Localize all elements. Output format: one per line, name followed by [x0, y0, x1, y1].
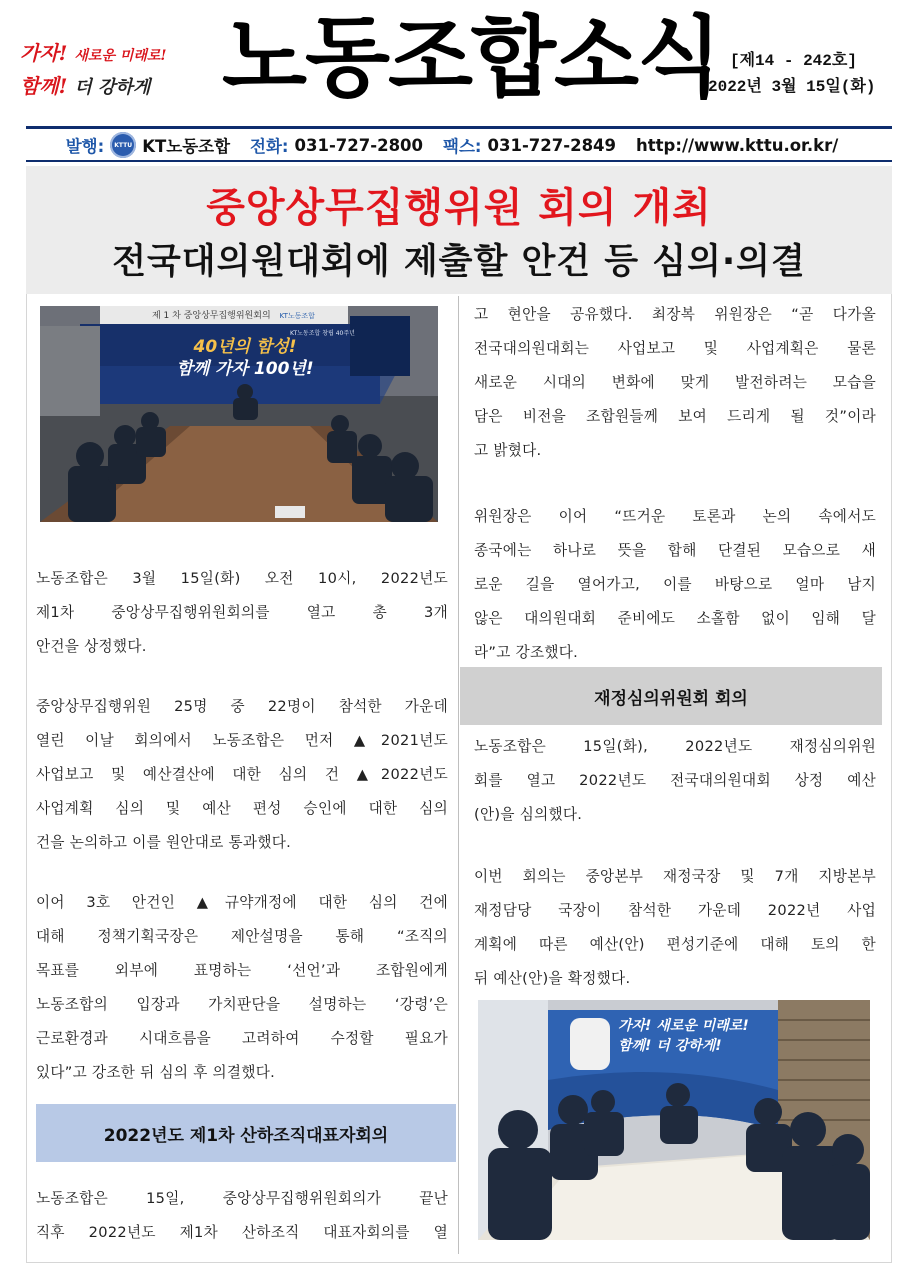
photo1-banner-text: 제 1 차 중앙상무집행위원회의 — [152, 311, 271, 321]
right-paragraph-2 — [474, 500, 876, 670]
slogan-stronger: 더 강하게 — [74, 77, 151, 98]
photo1-corner: KT노동조합 창립 40주년 — [290, 330, 355, 337]
photo1-slogan-a: 40년의 함성! — [193, 337, 297, 357]
text-line: 위원장은 이어 “뜨거운 토론과 논의 속에서도 — [474, 508, 876, 525]
text-line: 않은 대의원대회 준비에도 소홀함 없이 임해 달 — [474, 610, 876, 627]
issue-number: [제14 - 242호] — [730, 52, 857, 70]
text-line: 열린 이날 회의에서 노동조합은 먼저 ▲2021년도 — [36, 732, 448, 749]
right-paragraph-1 — [474, 298, 876, 468]
masthead-slogan — [20, 38, 220, 103]
text-line: 회를 열고 2022년도 전국대의원대회 상정 예산 — [474, 772, 876, 789]
photo2-slogan — [618, 1016, 778, 1056]
photo1-banner — [152, 308, 342, 321]
text-line: 안건을 상정했다. — [36, 638, 147, 655]
fax-number: 031-727-2849 — [487, 135, 617, 155]
photo2-slogan-a: 가자! 새로운 미래로! — [618, 1018, 749, 1034]
text-line: 종국에는 하나로 뜻을 합해 단결된 모습으로 새 — [474, 542, 876, 559]
masthead-rule-top — [26, 126, 892, 129]
column-divider — [458, 296, 459, 1254]
publisher-label: 발행: — [65, 137, 105, 156]
logo-text: KTTU — [114, 141, 133, 149]
section-header-branch-reps: 2022년도 제1차 산하조직대표자회의 — [36, 1104, 456, 1162]
headline-box — [26, 166, 892, 294]
text-line: 담은 비전을 조합원들께 보여 드리게 될 것”이라 — [474, 408, 876, 425]
text-line: 새로운 시대의 변화에 맞게 발전하려는 모습을 — [474, 374, 876, 391]
text-line: 뒤 예산(안)을 확정했다. — [474, 970, 631, 987]
text-line: 로운 길을 열어가고, 이를 바탕으로 얼마 남지 — [474, 576, 876, 593]
photo2-slogan-b: 함께! 더 강하게! — [618, 1038, 722, 1054]
text-line: 계획에 따른 예산(안) 편성기준에 대해 토의 한 — [474, 936, 876, 953]
photo1-banner-org: KT노동조합 — [279, 312, 315, 320]
publisher-org: KT노동조합 — [142, 137, 231, 156]
fax-label: 팩스: — [443, 137, 482, 156]
text-line: 직후 2022년도 제1차 산하조직 대표자회의를 열 — [36, 1224, 448, 1241]
slogan-together: 함께! — [20, 74, 68, 98]
masthead-rule-bottom — [26, 160, 892, 162]
issue-date: 2022년 3월 15일(화) — [708, 78, 876, 96]
text-line: 라”고 강조했다. — [474, 644, 579, 661]
text-line: 이어 3호 안건인 ▲규약개정에 대한 심의 건에 — [36, 894, 448, 911]
left-paragraph-1 — [36, 562, 448, 664]
text-line: 사업계획 심의 및 예산 편성 승인에 대한 심의 — [36, 800, 448, 817]
text-line: 중앙상무집행위원 25명 중 22명이 참석한 가운데 — [36, 698, 448, 715]
meeting-photo-2 — [478, 1000, 870, 1240]
text-line: 건을 논의하고 이를 원안대로 통과했다. — [36, 834, 292, 851]
text-line: 제1차 중앙상무집행위원회의를 열고 총 3개 — [36, 604, 448, 621]
text-line: 사업보고 및 예산결산에 대한 심의 건 ▲2022년도 — [36, 766, 448, 783]
newsletter-title: 노동조합소식 — [222, 6, 721, 109]
text-line: 노동조합의 입장과 가치판단을 설명하는 ‘강령’은 — [36, 996, 448, 1013]
text-line: 노동조합은 15일, 중앙상무집행위원회의가 끝난 — [36, 1190, 448, 1207]
right-paragraph-4 — [474, 860, 876, 996]
text-line: 있다”고 강조한 뒤 심의 후 의결했다. — [36, 1064, 276, 1081]
phone-label: 전화: — [250, 137, 289, 156]
phone-number: 031-727-2800 — [294, 135, 424, 155]
right-paragraph-3 — [474, 730, 876, 832]
kttu-logo-icon — [110, 132, 136, 158]
left-paragraph-4 — [36, 1182, 448, 1250]
left-paragraph-2 — [36, 690, 448, 860]
text-line: 근로환경과 시대흐름을 고려하여 수정할 필요가 — [36, 1030, 448, 1047]
photo1-slogan-b: 함께 가자 100년! — [176, 359, 314, 379]
text-line: 고 밝혔다. — [474, 442, 542, 459]
meeting-photo-1 — [40, 306, 438, 522]
website-link[interactable]: http://www.kttu.or.kr/ — [636, 135, 839, 155]
slogan-future: 새로운 미래로! — [74, 48, 167, 64]
text-line: 노동조합은 15일(화), 2022년도 재정심의위원 — [474, 738, 876, 755]
text-line: 노동조합은 3월 15일(화) 오전 10시, 2022년도 — [36, 570, 448, 587]
text-line: 고 현안을 공유했다. 최장복 위원장은 “곧 다가올 — [474, 306, 876, 323]
headline-main: 중앙상무집행위원 회의 개최 — [206, 185, 712, 231]
left-paragraph-3 — [36, 886, 448, 1090]
headline-sub: 전국대의원대회에 제출할 안건 등 심의·의결 — [112, 242, 806, 282]
text-line: 목표를 외부에 표명하는 ‘선언’과 조합원에게 — [36, 962, 448, 979]
text-line: (안)을 심의했다. — [474, 806, 583, 823]
photo1-slogan — [150, 336, 340, 380]
publisher-bar — [26, 130, 892, 160]
text-line: 이번 회의는 중앙본부 재정국장 및 7개 지방본부 — [474, 868, 876, 885]
text-line: 전국대의원대회는 사업보고 및 사업계획은 물론 — [474, 340, 876, 357]
slogan-go: 가자! — [20, 41, 68, 65]
text-line: 재정담당 국장이 참석한 가운데 2022년 사업 — [474, 902, 876, 919]
issue-info — [708, 48, 893, 100]
section-header-finance: 재정심의위원회 회의 — [460, 667, 882, 725]
text-line: 대해 정책기획국장은 제안설명을 통해 “조직의 — [36, 928, 448, 945]
